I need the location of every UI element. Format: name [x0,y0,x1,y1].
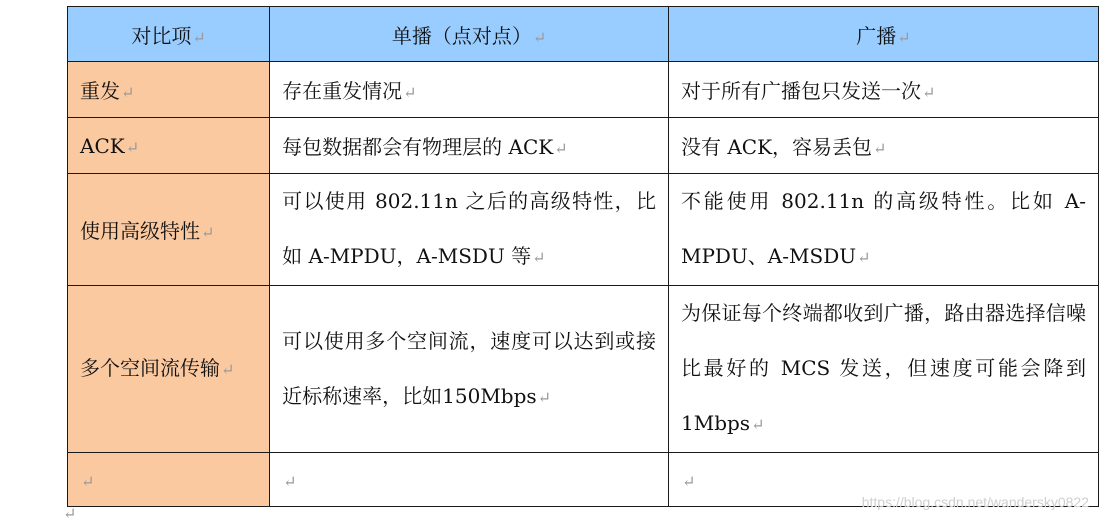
paragraph-mark-icon: ↵ [192,27,206,47]
header-cell: 单播（点对点）↵ [270,7,669,62]
paragraph-mark-icon: ↵ [554,139,568,158]
paragraph-mark-icon: ↵ [201,223,215,242]
paragraph-mark-icon: ↵ [121,83,135,102]
table-row [68,286,1099,453]
comparison-table [67,6,1099,507]
unicast-cell: 每包数据都会有物理层的 ACK↵ [270,118,669,174]
paragraph-mark-icon: ↵ [221,360,235,379]
paragraph-mark-icon: ↵ [403,83,417,102]
paragraph-mark-icon: ↵ [63,504,77,523]
header-cell: 对比项↵ [68,7,270,62]
broadcast-cell: 对于所有广播包只发送一次↵ [668,62,1098,118]
paragraph-mark-icon: ↵ [537,387,552,407]
unicast-cell [270,453,669,507]
broadcast-cell: 没有 ACK，容易丢包↵ [668,118,1098,174]
paragraph-mark-icon: ↵ [681,471,696,491]
paragraph-mark-icon: ↵ [532,27,547,47]
paragraph-mark-icon: ↵ [532,248,546,267]
paragraph-mark-icon: ↵ [81,471,95,491]
table-header-row [68,7,1099,62]
unicast-cell: 可以使用多个空间流，速度可以达到或接近标称速率，比如150Mbps↵ [270,286,669,453]
broadcast-cell: 不能使用 802.11n 的高级特性。比如 A-MPDU、A-MSDU↵ [668,174,1098,286]
table-row [68,118,1099,174]
paragraph-mark-icon: ↵ [897,27,911,47]
paragraph-mark-icon: ↵ [873,139,887,158]
unicast-cell: 存在重发情况↵ [270,62,669,118]
row-label-cell: ACK↵ [68,118,270,174]
row-label-cell: 多个空间流传输↵ [68,286,270,453]
table-row [68,174,1099,286]
paragraph-mark-icon: ↵ [751,415,765,434]
paragraph-mark-icon: ↵ [283,471,297,491]
row-label-cell: 重发↵ [68,62,270,118]
broadcast-cell: 为保证每个终端都收到广播，路由器选择信噪比最好的 MCS 发送，但速度可能会降到 1Mbps↵ [668,286,1098,453]
table-row [68,62,1099,118]
paragraph-mark-icon: ↵ [857,248,871,267]
paragraph-mark-icon: ↵ [125,137,140,157]
header-cell: 广播↵ [668,7,1098,62]
row-label-cell [68,453,270,507]
unicast-cell: 可以使用 802.11n 之后的高级特性，比如 A-MPDU，A-MSDU 等↵ [270,174,669,286]
watermark-text: https://blog.csdn.net/wandersky0822 [861,494,1089,510]
row-label-cell: 使用高级特性↵ [68,174,270,286]
paragraph-mark-icon: ↵ [921,83,936,102]
